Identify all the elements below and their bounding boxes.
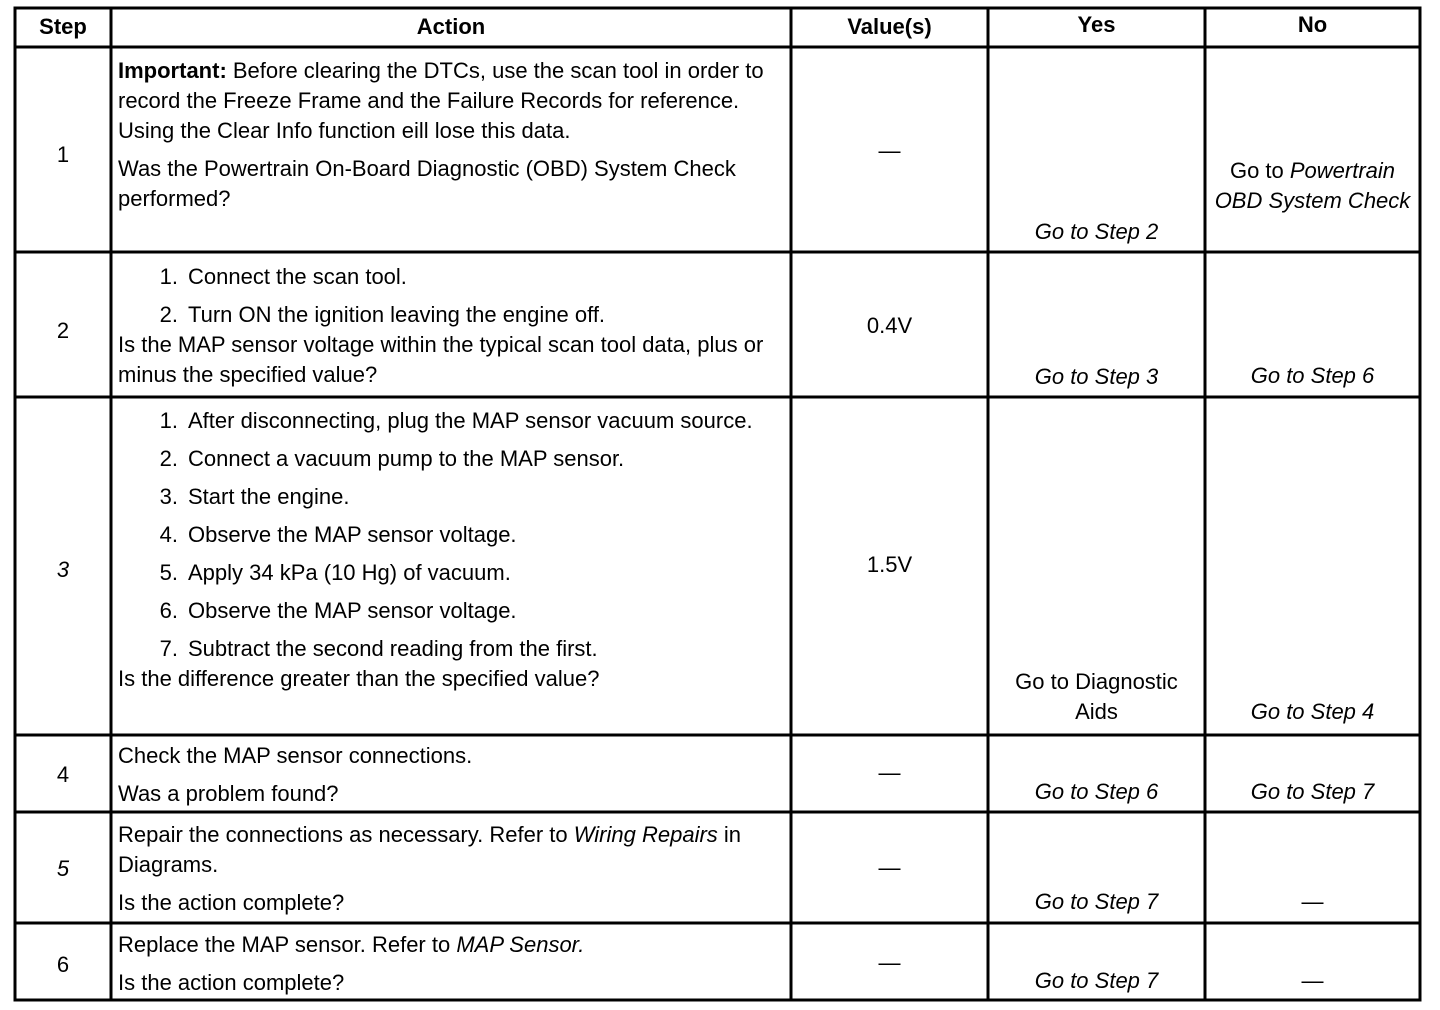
step-number: 6 (56, 952, 70, 977)
list-item: 2. Connect a vacuum pump to the MAP sensor. (159, 446, 625, 471)
no-link[interactable]: Go to Step 4 (1250, 699, 1375, 724)
yes-link[interactable]: Go to Step 7 (1034, 968, 1159, 993)
yes-link[interactable]: Go to Step 6 (1034, 779, 1159, 804)
action-cell (118, 406, 786, 694)
header-values: Value(s) (847, 14, 932, 39)
question-text: Was a problem found? (118, 781, 339, 806)
important-label: Important: (118, 58, 227, 83)
list-item: 7. Subtract the second reading from the first. (159, 636, 598, 661)
no-link[interactable]: Go to Step 7 (1250, 779, 1375, 804)
list-item: 1. After disconnecting, plug the MAP sensor vacuum source. (159, 408, 753, 433)
header-step: Step (39, 14, 87, 39)
reference-link[interactable]: Wiring Repairs (573, 822, 718, 847)
no-prefix: Go to (1229, 158, 1290, 183)
action-cell (118, 930, 786, 998)
step-list (118, 262, 786, 330)
yes-link[interactable]: Go to Diagnostic Aids (1015, 669, 1178, 724)
important-text: Before clearing the DTCs, use the scan tool in order to record the Freeze Frame and the Failure Records for reference. Using the Clear Info function eill lose this data. (118, 58, 764, 143)
header-no: No (1297, 12, 1328, 37)
yes-link[interactable]: Go to Step 3 (1034, 364, 1159, 389)
yes-link[interactable]: Go to Step 7 (1034, 889, 1159, 914)
value-cell: — (878, 855, 901, 880)
header-action: Action (416, 14, 486, 39)
action-text: Check the MAP sensor connections. (118, 743, 473, 768)
list-item: 3. Start the engine. (159, 484, 350, 509)
action-text: Replace the MAP sensor. Refer to (118, 932, 457, 957)
step-number: 3 (56, 557, 70, 582)
yes-link[interactable]: Go to Step 2 (1034, 219, 1159, 244)
list-item: 4. Observe the MAP sensor voltage. (159, 522, 517, 547)
value-cell: — (878, 760, 901, 785)
step-number: 1 (56, 142, 70, 167)
action-cell (118, 820, 758, 918)
value-cell: — (878, 950, 901, 975)
list-item: 1. Connect the scan tool. (159, 264, 407, 289)
action-text-end: in Diagrams. (118, 822, 742, 877)
header-yes: Yes (1077, 12, 1116, 37)
question-text: Is the action complete? (118, 890, 345, 915)
step-number: 4 (56, 762, 70, 787)
action-cell (118, 56, 786, 214)
value-cell: 1.5V (866, 552, 913, 577)
question-text: Is the action complete? (118, 970, 345, 995)
action-cell (118, 262, 786, 390)
action-text: Repair the connections as necessary. Refer to (118, 822, 574, 847)
no-link-text[interactable]: Powertrain OBD System Check (1214, 158, 1411, 213)
no-value: — (1301, 889, 1324, 914)
question-text: Is the difference greater than the specified value? (118, 666, 600, 691)
question-text: Is the MAP sensor voltage within the typical scan tool data, plus or minus the specified value? (118, 332, 764, 387)
no-link[interactable]: Go to Step 6 (1250, 363, 1375, 388)
list-item: 2. Turn ON the ignition leaving the engine off. (159, 302, 606, 327)
step-number: 5 (56, 856, 70, 881)
list-item: 5. Apply 34 kPa (10 Hg) of vacuum. (159, 560, 511, 585)
no-link[interactable] (1210, 156, 1415, 216)
action-cell (118, 741, 786, 809)
question-text: Was the Powertrain On-Board Diagnostic (OBD) System Check performed? (118, 156, 736, 211)
value-cell: — (878, 138, 901, 163)
no-value: — (1301, 968, 1324, 993)
step-number: 2 (56, 318, 70, 343)
value-cell: 0.4V (866, 313, 913, 338)
step-list (118, 406, 786, 664)
list-item: 6. Observe the MAP sensor voltage. (159, 598, 517, 623)
reference-link[interactable]: MAP Sensor. (456, 932, 585, 957)
